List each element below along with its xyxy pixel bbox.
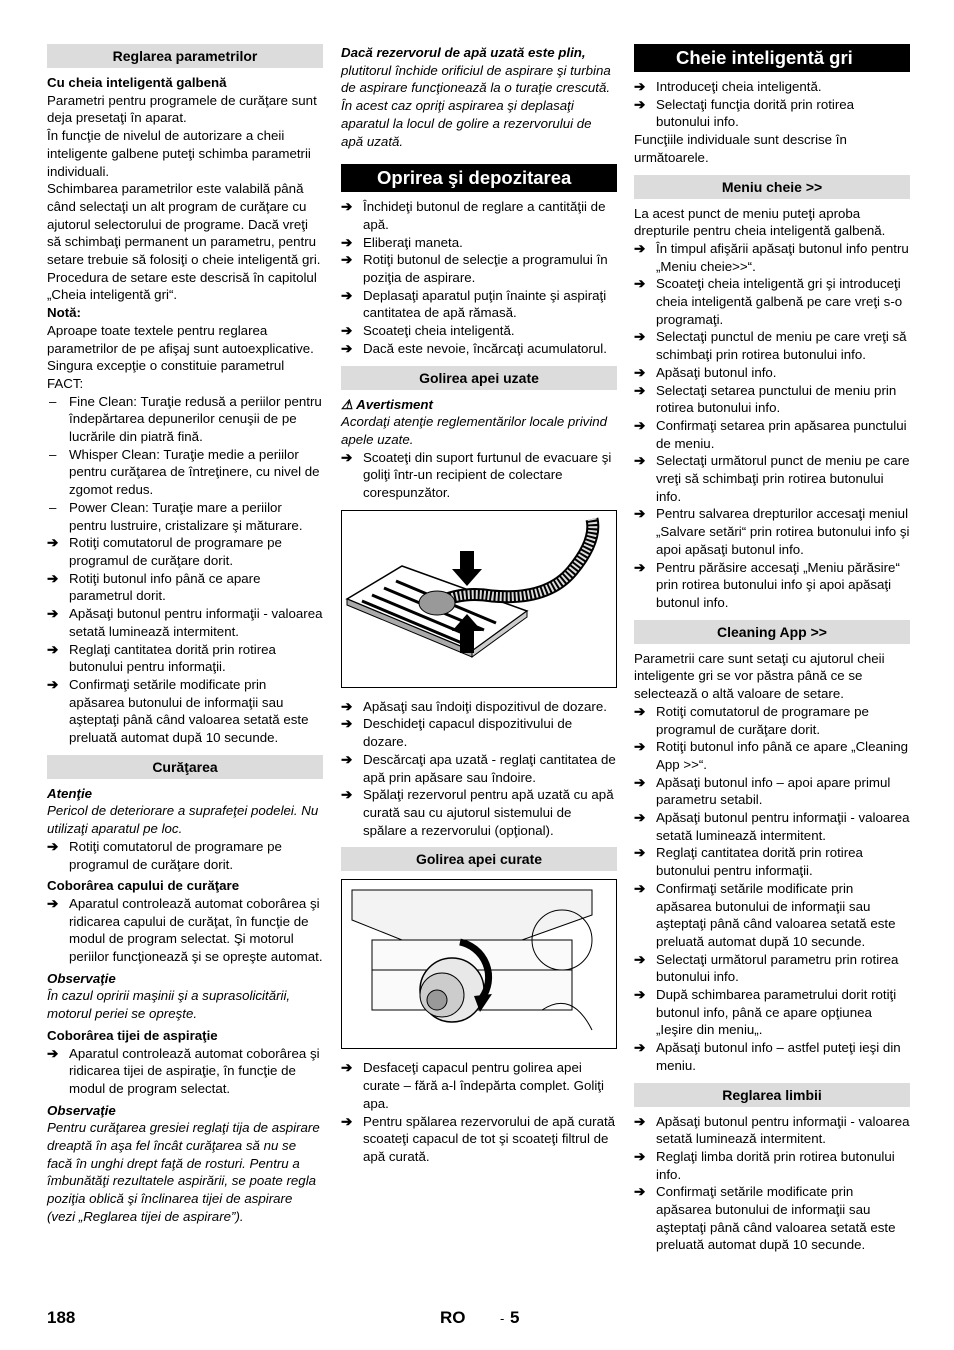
list-item: ➔ Rotiţi comutatorul de programare pe programul de curăţare dorit.: [47, 838, 282, 872]
column-left: [47, 44, 323, 1226]
arrow-icon: ➔: [634, 96, 646, 112]
step-list: [634, 1113, 910, 1255]
warning-icon: ⚠: [341, 396, 353, 412]
arrow-icon: ➔: [634, 703, 646, 719]
dash-list: [47, 393, 323, 535]
list-item: ➔ Eliberaţi maneta.: [341, 234, 463, 250]
arrow-icon: ➔: [634, 417, 646, 433]
list-item: ➔ Aparatul controlează automat coborârea şi ridicarea capului de curăţat, în funcţie de modul de program selectat. Şi motorul periilor funcţionează şi se opreşte automat.: [47, 895, 323, 965]
list-item: ➔ Confirmaţi setările modificate prin apăsarea butonului de informaţii sau aşteptaţi până când valoarea setată este preluată automat după 10 secunde.: [634, 880, 896, 949]
list-item: ➔ Apăsaţi sau îndoiţi dispozitivul de dozare.: [341, 698, 607, 714]
arrow-icon: ➔: [341, 199, 353, 215]
section-page-number: 5: [510, 1308, 520, 1327]
list-item: ➔ În timpul afişării apăsaţi butonul info pentru „Meniu cheie>>“.: [634, 240, 909, 274]
list-item: ➔ Rotiţi butonul info până ce apare „Cleaning App >>“.: [634, 739, 909, 772]
arrow-icon: ➔: [634, 329, 646, 345]
heading-oprirea-si-depozitarea: Oprirea şi depozitarea: [341, 164, 617, 192]
step-list: [634, 78, 910, 131]
list-item: ➔ Apăsaţi butonul info.: [634, 364, 777, 380]
list-item: ➔ Scoateţi cheia inteligentă gri şi introduceţi cheia inteligentă galbenă pe care vreţi s-o programaţi.: [634, 276, 903, 327]
warning-label: ⚠ Avertisment: [341, 396, 433, 412]
list-item: ➔ Apăsaţi butonul info – apoi apare primul parametru setabil.: [634, 774, 891, 808]
arrow-icon: ➔: [341, 340, 353, 356]
list-item: ➔ Reglaţi cantitatea dorită prin rotirea butonului pentru informaţii.: [47, 641, 276, 675]
arrow-icon: ➔: [634, 1113, 646, 1129]
list-item: ➔ Selectaţi următorul punct de meniu pe care vreţi să schimbaţi prin rotirea butonului info.: [634, 453, 910, 504]
heading-reglarea-limbii: Reglarea limbii: [634, 1083, 910, 1107]
list-item: ➔ Pentru salvarea drepturilor accesaţi meniul „Salvare setări“ prin rotirea butonului info şi apoi apăsaţi butonul info.: [634, 506, 910, 557]
attention-text: Pericol de deteriorare a suprafeţei podelei. Nu utilizaţi aparatul pe loc.: [47, 803, 319, 837]
observation-label: Observaţie: [47, 970, 116, 986]
paragraph: Parametrii care sunt setaţi cu ajutorul cheii inteligente gri se vor păstra până ce se selectează o altă valoare de setare.: [634, 650, 885, 702]
arrow-icon: ➔: [634, 987, 646, 1003]
heading-meniu-cheie: Meniu cheie >>: [634, 175, 910, 199]
observation-label: Observaţie: [47, 1102, 116, 1118]
list-item: ➔ Selectaţi setarea punctului de meniu prin rotirea butonului info.: [634, 382, 897, 416]
arrow-icon: ➔: [341, 1113, 353, 1129]
arrow-icon: ➔: [634, 559, 646, 575]
arrow-icon: ➔: [634, 1040, 646, 1056]
subheading: Cu cheia inteligentă galbenă: [47, 75, 227, 90]
list-item: ➔ Confirmaţi setările modificate prin apăsarea butonului de informaţii sau aşteptaţi până când valoarea setată este preluată automat după 10 secunde.: [47, 676, 309, 746]
arrow-icon: ➔: [341, 1060, 353, 1076]
paragraph: Parametri pentru programele de curăţare sunt deja presetaţi în aparat.: [47, 92, 317, 126]
list-item: ➔ După schimbarea parametrului dorit rotiţi butonul info, până ce apare opţiunea „Ieşire din meniu„.: [634, 987, 897, 1038]
observation-text: Pentru curăţarea gresiei reglaţi tija de aspirare dreaptă în aşa fel încât curăţarea să nu se facă în unghi drept faţă de rosturi. Pentru a îmbunătăţi rezultatele aspirării, se poate regla poziţia oblică şi înclinarea tijei de aspirare (vezi „Reglarea tijei de aspirare”).: [47, 1120, 320, 1224]
list-item: ➔ Pentru spălarea rezervorului de apă curată scoateţi capacul de tot şi scoateţi filtrul de apă curată.: [341, 1113, 616, 1164]
paragraph: La acest punct de meniu puteţi aproba drepturile pentru cheia inteligentă galbenă.: [634, 205, 886, 239]
arrow-icon: ➔: [341, 787, 353, 803]
observation-text: În cazul opririi maşinii şi a suprasolicitării, motorul periei se opreşte.: [47, 988, 291, 1022]
subheading: Coborârea tijei de aspiraţie: [47, 1027, 218, 1043]
list-item: ➔ Apăsaţi butonul pentru informaţii - valoarea setată luminează intermitent.: [634, 810, 910, 843]
heading-reglarea-parametrilor: Reglarea parametrilor: [47, 44, 323, 68]
warning-text: Acordaţi atenţie reglementărilor locale privind apele uzate.: [341, 414, 608, 447]
arrow-icon: ➔: [341, 751, 353, 767]
list-item: ➔ Confirmaţi setarea prin apăsarea punctului de meniu.: [634, 417, 907, 451]
paragraph: Funcţiile individuale sunt descrise în următoarele.: [634, 132, 847, 165]
step-list: [634, 240, 910, 612]
list-item: – Whisper Clean: Turaţie medie a periilor pentru curăţarea de întreţinere, cu nivel de zgomot redus.: [49, 446, 320, 498]
list-item: ➔ Apăsaţi butonul pentru informaţii - valoarea setată luminează intermitent.: [634, 1113, 910, 1147]
arrow-icon: ➔: [341, 252, 353, 268]
list-item: ➔ Rotiţi butonul info până ce apare parametrul dorit.: [47, 570, 261, 604]
figure-drain-hose: [341, 510, 617, 688]
dash-icon: –: [49, 393, 57, 409]
arrow-icon: ➔: [47, 676, 59, 692]
arrow-icon: ➔: [47, 838, 59, 854]
arrow-icon: ➔: [47, 641, 59, 657]
column-right: [634, 44, 910, 1254]
list-item: ➔ Rotiţi butonul de selecţie a programului în poziţia de aspirare.: [341, 252, 608, 286]
list-item: ➔ Spălaţi rezervorul pentru apă uzată cu apă curată sau cu ajutorul sistemului de spălare a rezervorului (opţional).: [341, 787, 614, 838]
arrow-icon: ➔: [47, 606, 59, 622]
arrow-icon: ➔: [634, 1184, 646, 1200]
step-list: [634, 703, 910, 1075]
list-item: ➔ Aparatul controlează automat coborârea şi ridicarea tijei de aspiraţie, în funcţie de modul de program selectat.: [47, 1045, 320, 1096]
heading-cleaning-app: Cleaning App >>: [634, 620, 910, 644]
list-item: ➔ Reglaţi limba dorită prin rotirea butonului info.: [634, 1148, 895, 1182]
attention-label: Atenţie: [47, 785, 93, 801]
arrow-icon: ➔: [634, 951, 646, 967]
note-label: Notă:: [47, 305, 81, 321]
arrow-icon: ➔: [634, 1148, 646, 1164]
arrow-icon: ➔: [634, 453, 646, 469]
list-item: ➔ Scoateţi cheia inteligentă.: [341, 323, 515, 339]
arrow-icon: ➔: [341, 449, 353, 465]
arrow-icon: ➔: [341, 234, 353, 250]
arrow-icon: ➔: [634, 79, 646, 94]
arrow-icon: ➔: [341, 698, 353, 714]
list-item: ➔ Deplasaţi aparatul puţin înainte şi aspiraţi cantitatea de apă rămasă.: [341, 287, 607, 321]
list-item: ➔ Selectaţi funcţia dorită prin rotirea butonului info.: [634, 96, 855, 130]
heading-curatarea: Curăţarea: [47, 755, 323, 779]
arrow-icon: ➔: [47, 895, 59, 911]
intro-paragraph: Dacă rezervorul de apă uzată este plin, plutitorul închide orificiul de aspirare şi turbina de aspirare funcţionează la o turaţie crescută. În acest caz opriţi aspirarea şi deplasaţi aparatul la locul de golire a rezervorului de apă uzată.: [341, 45, 611, 149]
step-list: [341, 698, 617, 840]
separator: -: [500, 1311, 505, 1326]
arrow-icon: ➔: [47, 570, 59, 586]
list-item: ➔ Selectaţi următorul parametru prin rotirea butonului info.: [634, 951, 899, 985]
list-item: ➔ Descărcaţi apa uzată - reglaţi cantitatea de apă prin apăsare sau îndoire.: [341, 751, 616, 785]
dash-icon: –: [49, 499, 57, 515]
list-item: ➔ Reglaţi cantitatea dorită prin rotirea butonului pentru informaţii.: [634, 845, 863, 879]
list-item: ➔ Rotiţi comutatorul de programare pe programul de curăţare dorit.: [634, 703, 869, 737]
arrow-icon: ➔: [634, 506, 646, 522]
list-item: ➔ Închideţi butonul de reglare a cantităţii de apă.: [341, 199, 606, 232]
heading-golirea-apei-curate: Golirea apei curate: [341, 847, 617, 871]
language-code: RO: [440, 1308, 466, 1327]
list-item: ➔ Rotiţi comutatorul de programare pe programul de curăţare dorit.: [47, 535, 282, 568]
list-item: ➔ Apăsaţi butonul info – astfel puteţi ieşi din meniu.: [634, 1040, 901, 1073]
dash-icon: –: [49, 446, 57, 462]
list-item: ➔ Confirmaţi setările modificate prin apăsarea butonului de informaţii sau aşteptaţi până când valoarea setată este preluată automat după 10 secunde.: [634, 1184, 896, 1253]
list-item: ➔ Introduceţi cheia inteligentă.: [634, 79, 822, 94]
arrow-icon: ➔: [634, 364, 646, 380]
arrow-icon: ➔: [634, 382, 646, 398]
arrow-icon: ➔: [634, 880, 646, 896]
paragraph: În funcţie de nivelul de autorizare a cheii inteligente galbene puteţi schimba parametrii individuali.: [47, 128, 311, 179]
list-item: ➔ Pentru părăsire accesaţi „Meniu părăsire“ prin rotirea butonului info şi apoi apăsaţi butonul info.: [634, 559, 900, 610]
column-middle: [341, 44, 617, 1166]
step-list: [47, 534, 323, 746]
heading-golirea-apei-uzate: Golirea apei uzate: [341, 366, 617, 390]
list-item: – Fine Clean: Turaţie redusă a periilor pentru îndepărtarea depunerilor cenuşii de pe lucrările din piatră fină.: [49, 393, 322, 445]
figure-fresh-water-cap: [341, 879, 617, 1049]
arrow-icon: ➔: [341, 716, 353, 732]
arrow-icon: ➔: [47, 1045, 59, 1061]
arrow-icon: ➔: [634, 845, 646, 861]
list-item: ➔ Deschideţi capacul dispozitivului de dozare.: [341, 716, 573, 750]
fresh-water-cap-illustration: [342, 880, 606, 1048]
step-list: [341, 1059, 617, 1165]
arrow-icon: ➔: [634, 240, 646, 256]
list-item: ➔ Dacă este nevoie, încărcaţi acumulatorul.: [341, 340, 607, 356]
paragraph: Schimbarea parametrilor este valabilă până când selectaţi un alt program de curăţare cu ajutorul selectorului de programe. Dacă vreţi să schimbaţi permanent un parametru, pentru setare trebuie să folosiţi o cheie inteligentă gri. Procedura de setare este descrisă în capitolul „Cheia inteligentă gri“.: [47, 181, 321, 303]
list-item: – Power Clean: Turaţie mare a periilor pentru lustruire, cristalizare şi măturare.: [49, 499, 303, 533]
subheading: Coborârea capului de curăţare: [47, 878, 240, 894]
drain-hose-illustration: [342, 511, 606, 687]
heading-cheie-inteligenta-gri: Cheie inteligentă gri: [634, 44, 910, 72]
arrow-icon: ➔: [634, 276, 646, 292]
paragraph: Aproape toate textele pentru reglarea parametrilor de pe afişaj sunt autoexplicative. Singura excepţie o constituie parametrul FACT:: [47, 322, 314, 391]
list-item: ➔ Selectaţi punctul de meniu pe care vreţi să schimbaţi prin rotirea butonului info.: [634, 329, 907, 363]
arrow-icon: ➔: [634, 739, 646, 755]
page-number: 188: [47, 1308, 76, 1327]
list-item: ➔ Desfaceţi capacul pentru golirea apei curate – fără a-l îndepărta complet. Goliţi apa.: [341, 1060, 604, 1111]
arrow-icon: ➔: [634, 774, 646, 790]
arrow-icon: ➔: [341, 287, 353, 303]
arrow-icon: ➔: [47, 535, 59, 551]
list-item: ➔ Apăsaţi butonul pentru informaţii - valoarea setată luminează intermitent.: [47, 606, 323, 639]
step-list: [341, 198, 617, 357]
list-item: ➔ Scoateţi din suport furtunul de evacuare şi goliţi într-un recipient de colectare corespunzător.: [341, 449, 612, 501]
arrow-icon: ➔: [634, 810, 646, 826]
arrow-icon: ➔: [341, 323, 353, 339]
